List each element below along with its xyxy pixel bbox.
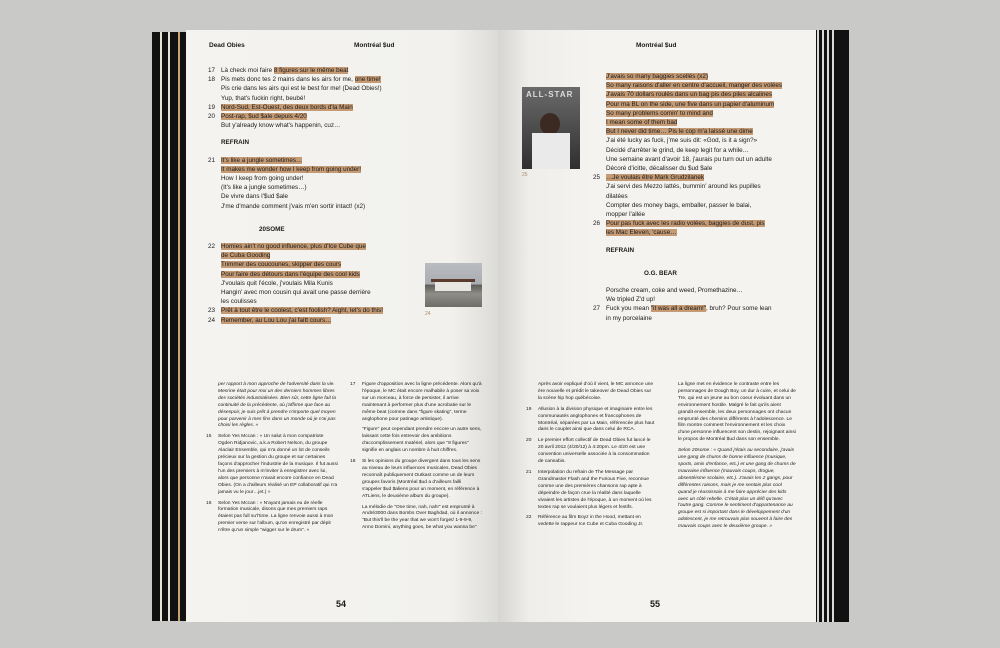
photo-caption: 24 xyxy=(425,311,431,317)
lyric-line xyxy=(221,183,481,192)
lyric-line xyxy=(606,127,816,136)
left-book-edge xyxy=(152,32,186,621)
lyric-line xyxy=(221,251,481,260)
lyric-text: , bruh? Pour some lean xyxy=(706,305,772,313)
page-number: 55 xyxy=(650,599,661,609)
building-roof xyxy=(431,279,475,282)
lyric-text: Porsche cream, coke and weed, Promethazine… xyxy=(606,287,743,295)
lyric-text: J'voulais quit l'école, j'voulais Mila Kunis xyxy=(221,279,333,287)
refrain-label: REFRAIN xyxy=(221,139,249,147)
line-number: 27 xyxy=(593,305,601,313)
highlighted-text: But I never did time… Pis le cop m'a laissé une dime xyxy=(606,128,753,136)
lyric-text: But y'already know what's happenin, cuz… xyxy=(221,122,341,130)
lyric-line xyxy=(221,94,481,103)
footnote-text: Référence au film Boyz in the Hood, mettant en vedette le rappeur Ice Cube et Cuba Gooding Jr. xyxy=(538,515,644,528)
highlighted-text: Prêt à tout être le coolest, c'est foolish? Aight, let's do this! xyxy=(221,307,384,315)
line-number: 24 xyxy=(208,316,216,324)
footnote-text: Si les opinions du groupe divergent dans tous les sens au niveau de leurs influences musicales, Dead Obies reconnaît publiquement Outkast comme un de leurs groupes favoris (Montréal $ud a d'ailleurs failli s'appeler $ud $aliens pour un moment, en référence à ATLiens, le deuxième album du groupe). xyxy=(362,459,481,499)
highlighted-text: So many problems comin' to mind and xyxy=(606,109,713,117)
highlighted-text: So many raisons d'aller en centre d'accueil, manger des volées xyxy=(606,82,783,90)
lyric-text: dilatées xyxy=(606,192,628,200)
footnote-text: Allusion à la division physique et imaginaire entre les communautés anglophones et francophones de Montréal, séparées par La Main, référencée plus haut dans le couplet ainsi que dans celui de RCA. xyxy=(538,406,655,433)
lyric-line xyxy=(606,72,816,81)
footnote-number: 19 xyxy=(526,406,532,412)
lyric-line xyxy=(606,136,816,145)
footnote-number: 16 xyxy=(206,500,212,506)
footnote-number: 22 xyxy=(526,515,532,521)
highlighted-text: Pour ma BL on the side, une five dans un papier d'aluminum xyxy=(606,100,775,108)
highlighted-text: It makes me wonder how I keep from going under! xyxy=(221,165,362,173)
footnote xyxy=(678,382,796,444)
line-number: 18 xyxy=(208,76,216,84)
lyric-text: De vivre dans l'$ud $ale xyxy=(221,193,289,201)
footnote-text: Selon Yes Mccan : « N'ayant jamais eu de réelle formation musicale, disons que mes premiers raps étaient pas full su'l'time. La ligne renvoie aussi à mon premier verse sur l'album, qu'on enregistré par dépit n'être qu'un simple "wigger sur le drum". » xyxy=(218,500,334,534)
highlighted-text: Nord-Sud, Est-Ouest, des deux bords d'la Main xyxy=(221,103,353,111)
lyric-line xyxy=(606,192,816,201)
highlighted-text: J'avais so many baggies scellés (x2) xyxy=(606,73,708,80)
footnote-number: 17 xyxy=(350,382,356,387)
footnote-number: 20 xyxy=(526,438,532,444)
lyric-line xyxy=(606,81,816,90)
highlighted-text: les Mac Eleven, 'cause… xyxy=(606,229,677,237)
page-edge-line xyxy=(827,30,829,622)
footnote xyxy=(362,505,482,533)
line-number: 23 xyxy=(208,307,216,315)
footnote xyxy=(362,427,482,455)
lyrics-group xyxy=(208,156,481,211)
lyric-line xyxy=(606,314,816,323)
lyric-line xyxy=(606,286,816,295)
lyric-line xyxy=(606,90,816,99)
building-photo xyxy=(425,263,482,307)
highlighted-text: Homies ain't no good influence, plus d'Ice Cube que xyxy=(221,243,366,251)
right-book-edge xyxy=(813,30,849,622)
highlighted-text: I mean some of them bad xyxy=(606,119,678,127)
footnote xyxy=(350,459,482,500)
lyric-text: Fuck you mean xyxy=(606,305,651,313)
photo-caption: 25 xyxy=(522,172,528,178)
lyric-line xyxy=(221,165,481,174)
lyric-text: Décoré d'icitte, décalisser du $ud $ale xyxy=(606,165,713,173)
highlighted-text: de Cuba Gooding xyxy=(221,252,271,260)
footnote-text: Le premier effort collectif de Dead Obies fut lancé le 20 avril 2012 (4/20/12) à 4:20pm. Le 4/20 est une convention universelle associée à la consommation de cannabis. xyxy=(538,438,651,465)
artist-label: O.G. BEAR xyxy=(644,269,677,277)
highlighted-text: Pour pas fuck avec les radio volées, baggies de dust, pis xyxy=(606,220,765,228)
highlighted-text: one time! xyxy=(354,76,381,84)
footnote-text: Figure d'opposition avec la ligne précédente. Alors qu'à l'époque, le MC était encore malhabile à poser sa voix sur un morceau, à force de persister, il arrive maintenant à performer plus d'une acrobatie sur le même beat (comme dans "figure skating", terme anglophone pour patinage artistique). xyxy=(362,382,482,422)
portrait-head xyxy=(540,113,560,135)
highlighted-text: Remember, au Lou Lou j'ai faitt cours… xyxy=(221,316,332,324)
footnote xyxy=(538,382,656,403)
footnote-text: La mélodie de "One time, nah, nah!" est emprunté à André3000 dans Bombs Over Baghdad, où il annonce : "But this'll be the year that we won't forget/ 1-9-9-9, Anno Domini, anything goes, be what you wanna be" xyxy=(362,504,482,531)
lyric-text: How I keep from going under! xyxy=(221,175,304,183)
footnote xyxy=(526,469,656,511)
page-edge-line xyxy=(160,32,162,621)
running-header-left: Dead Obies xyxy=(209,42,245,49)
page-edge-line xyxy=(817,30,819,622)
footnote-text: Selon 20some : « Quand j'étais au secondaire, j'avais une gang de chums de bonne influence (musique, sports, amis d'enfance, etc.) et une gang de chums de mauvaise influence (mauvais coups, drogue, absentéisme scolaire, etc.). J'avais les 2 gangs, pour différentes raisons, mais je me sentais plus cool quand je réussissais à me faire apprécier des kids avec un côté rebelle. C'était plus un défi qu'avec l'autre gang. Comme le sentiment d'appartenance au groupe est si important dans le développement d'un adolescent, je me retrouvais plus souvent à faire des mauvais coups avec le deuxième groupe. » xyxy=(678,448,796,530)
line-number: 26 xyxy=(593,220,601,228)
lyric-text: Une semaine avant d'avoir 18, j'aurais pu turn out un adulte xyxy=(606,155,772,163)
lyric-line xyxy=(606,155,816,164)
lyric-text: Yup, that's fuckin right, beubé! xyxy=(221,94,306,102)
footnote-text: Interpolation du refrain de The Message par Grandmaster Flash and the Furious Five, reconnue comme une des premières chansons rap apte à dépeindre de façon crue la réalité dans laquelle vivaient les artistes de l'époque, à un moment où les textes rap se voulaient plus légers et festifs. xyxy=(538,469,652,510)
footnote-text: Après avoir expliqué d'où il vient, le MC annonce une ère nouvelle et prédit le takeover de Dead Obies sur la scène hip hop québécoise. xyxy=(538,382,654,401)
lyric-text: Décidé d'arrêter le grind, de keep legit for a while… xyxy=(606,146,749,154)
footnote-number: 15 xyxy=(206,434,212,440)
lyric-line xyxy=(606,228,816,237)
footnote-text: "Figure" peut cependant prendre encore un autre sens, laissant cette fois entrevoir des ambitions d'accomplissement matériel, alors que "8 figures" signifie en anglais un nombre à huit chiffres. xyxy=(362,427,482,454)
highlighted-text: Pour faire des détours dans l'équipe des cool kids xyxy=(221,270,360,278)
footnote xyxy=(206,500,338,536)
portrait-shirt xyxy=(532,133,570,169)
lyric-text: les coulisses xyxy=(221,298,257,306)
lyric-line xyxy=(208,156,481,165)
lyric-line xyxy=(593,173,816,182)
footnote xyxy=(526,515,656,529)
line-number: 21 xyxy=(208,156,216,164)
lyrics-group xyxy=(208,66,481,130)
footnote xyxy=(678,448,796,531)
lyric-text: Hangin' avec mon cousin qui avait une passe derrière xyxy=(221,289,371,297)
lyric-text: J'ai été lucky as fuck, j'me suis dit: «God, is it a sign?» xyxy=(606,137,758,145)
lyric-line xyxy=(606,109,816,118)
artist-label: 20SOME xyxy=(259,225,285,233)
line-number: 20 xyxy=(208,113,216,121)
highlighted-text: Trimmer des coucounes, skipper des cours xyxy=(221,261,342,269)
lyric-line xyxy=(606,295,816,304)
line-number: 22 xyxy=(208,243,216,251)
lyric-line xyxy=(606,146,816,155)
lyric-text: J'ai servi des Mezzo lattés, bummin' around les pupilles xyxy=(606,183,761,191)
lyric-line xyxy=(593,304,816,313)
line-number: 19 xyxy=(208,103,216,111)
lyric-line xyxy=(606,164,816,173)
page-edge-line xyxy=(832,30,834,622)
footnote-text: per rapport à mon approche de l'adversité dans la vie. Mesrine était pour moi un des derniers hommes libres des sociétés industrialisées. Bien sûr, cette ligne fait la continuité de la précédente, où j'affirme que face au désespoir, je suis prêt à prendre n'importe quel moyen pour parvenir à mes fins dans un monde où je n'ai pas choisi les règles. » xyxy=(218,382,336,429)
lyric-line xyxy=(221,121,481,130)
right-page xyxy=(498,30,816,622)
lyrics-block xyxy=(593,72,816,323)
lyric-line xyxy=(208,75,481,84)
lyric-line xyxy=(221,174,481,183)
highlighted-text: "it was all a dream!" xyxy=(650,305,707,313)
lyric-line xyxy=(208,316,481,325)
lyric-text: Compter des money bags, emballer, passer le balai, xyxy=(606,201,752,209)
page-edge-line xyxy=(822,30,824,622)
highlighted-text: Post-rap, $ud $ale depuis 4/20 xyxy=(221,113,307,121)
portrait-photo xyxy=(522,87,580,169)
lyric-text: mopper l'allée xyxy=(606,211,646,219)
line-number: 25 xyxy=(593,174,601,182)
lyric-line xyxy=(606,210,816,219)
highlighted-text: …Je voulais être Mark Grudzilanek xyxy=(606,174,704,182)
lyric-line xyxy=(221,192,481,201)
footnote xyxy=(218,382,338,430)
running-header: Montréal $ud xyxy=(636,42,677,49)
highlighted-text: It's like a jungle sometimes… xyxy=(221,156,303,164)
lyric-line xyxy=(593,219,816,228)
footnote xyxy=(350,382,482,423)
lyric-text: J'me d'mande comment j'vais m'en sortir intact! (x2) xyxy=(221,202,366,210)
lyric-line xyxy=(606,182,816,191)
lyric-line xyxy=(208,112,481,121)
notes-column xyxy=(206,382,338,539)
footnote-text: La ligne met en évidence le contraste entre les personnages de Dough Boy, un dur à cuire, et celui de Tre, qui est un jeune au bon coeur évoluant dans un environnement hostile. Malgré le fait qu'ils aient grandit ensemble, les deux personnages ont chacun emprunté des chemins différents à l'adolescence. Le film montre comment l'environnement et les choix d'une personne influencent son destin, rejoignant ainsi le propos de Montréal $ud dans son ensemble. xyxy=(678,382,796,443)
lyric-text: Là check moi faire xyxy=(221,67,274,74)
footnote xyxy=(526,406,656,435)
lyric-line xyxy=(208,103,481,112)
photo-text: ALL-STAR xyxy=(526,90,574,99)
footnote-number: 21 xyxy=(526,469,532,475)
lyric-line xyxy=(221,84,481,93)
building-shape xyxy=(435,281,471,291)
running-header-right: Montréal $ud xyxy=(354,42,395,49)
lyric-text: in my porcelaine xyxy=(606,314,652,322)
lyrics-group xyxy=(593,286,816,323)
lyric-line xyxy=(221,202,481,211)
footnote xyxy=(206,434,338,496)
page-number: 54 xyxy=(336,599,347,609)
refrain-label: REFRAIN xyxy=(606,246,634,254)
line-number: 17 xyxy=(208,67,216,74)
left-page xyxy=(186,30,498,622)
page-edge-line xyxy=(178,32,180,621)
lyric-line xyxy=(208,242,481,251)
lyric-line xyxy=(606,118,816,127)
footnote xyxy=(526,438,656,466)
footnote-text: Selon Yes Mccan : « Un salut à mon compatriote Ogden Ridjanovic, a.k.a Robert Nelson, du groupe Alaclair Ensemble, qui m'a donné un lot de conseils précieux sur la gestion du groupe et sur certaines façons d'approcher l'industrie de la musique. Il fut aussi l'un des premiers à m'inviter à enregistrer avec lui, alors que personne n'avait encore confiance en Dead Obies. (On a d'ailleurs réalisé un EP collaboratif qui n'a jamais vu le jour…jet.) » xyxy=(218,434,338,495)
lyric-text: We tripled Z'd up! xyxy=(606,296,656,304)
notes-column xyxy=(350,382,482,536)
footnote-number: 18 xyxy=(350,459,356,465)
highlighted-text: J'avais 70 dollars roulés dans un bag pis des piles alcalines xyxy=(606,91,773,99)
lyric-text: Pis mets donc tes 2 mains dans les airs for me, xyxy=(221,76,355,84)
lyric-line xyxy=(606,201,816,210)
lyric-line xyxy=(208,66,481,75)
lyric-line xyxy=(208,306,481,315)
lyric-line xyxy=(606,100,816,109)
lyric-text: (It's like a jungle sometimes…) xyxy=(221,184,307,192)
lyric-text: Pis crie dans les airs qui est le best for me! (Dead Obies!) xyxy=(221,85,382,93)
lyrics-group xyxy=(593,72,816,238)
notes-column xyxy=(678,382,796,535)
highlighted-text: 8 figures sur le même beat xyxy=(273,67,349,74)
notes-column xyxy=(526,382,656,533)
page-edge-line xyxy=(168,32,170,621)
